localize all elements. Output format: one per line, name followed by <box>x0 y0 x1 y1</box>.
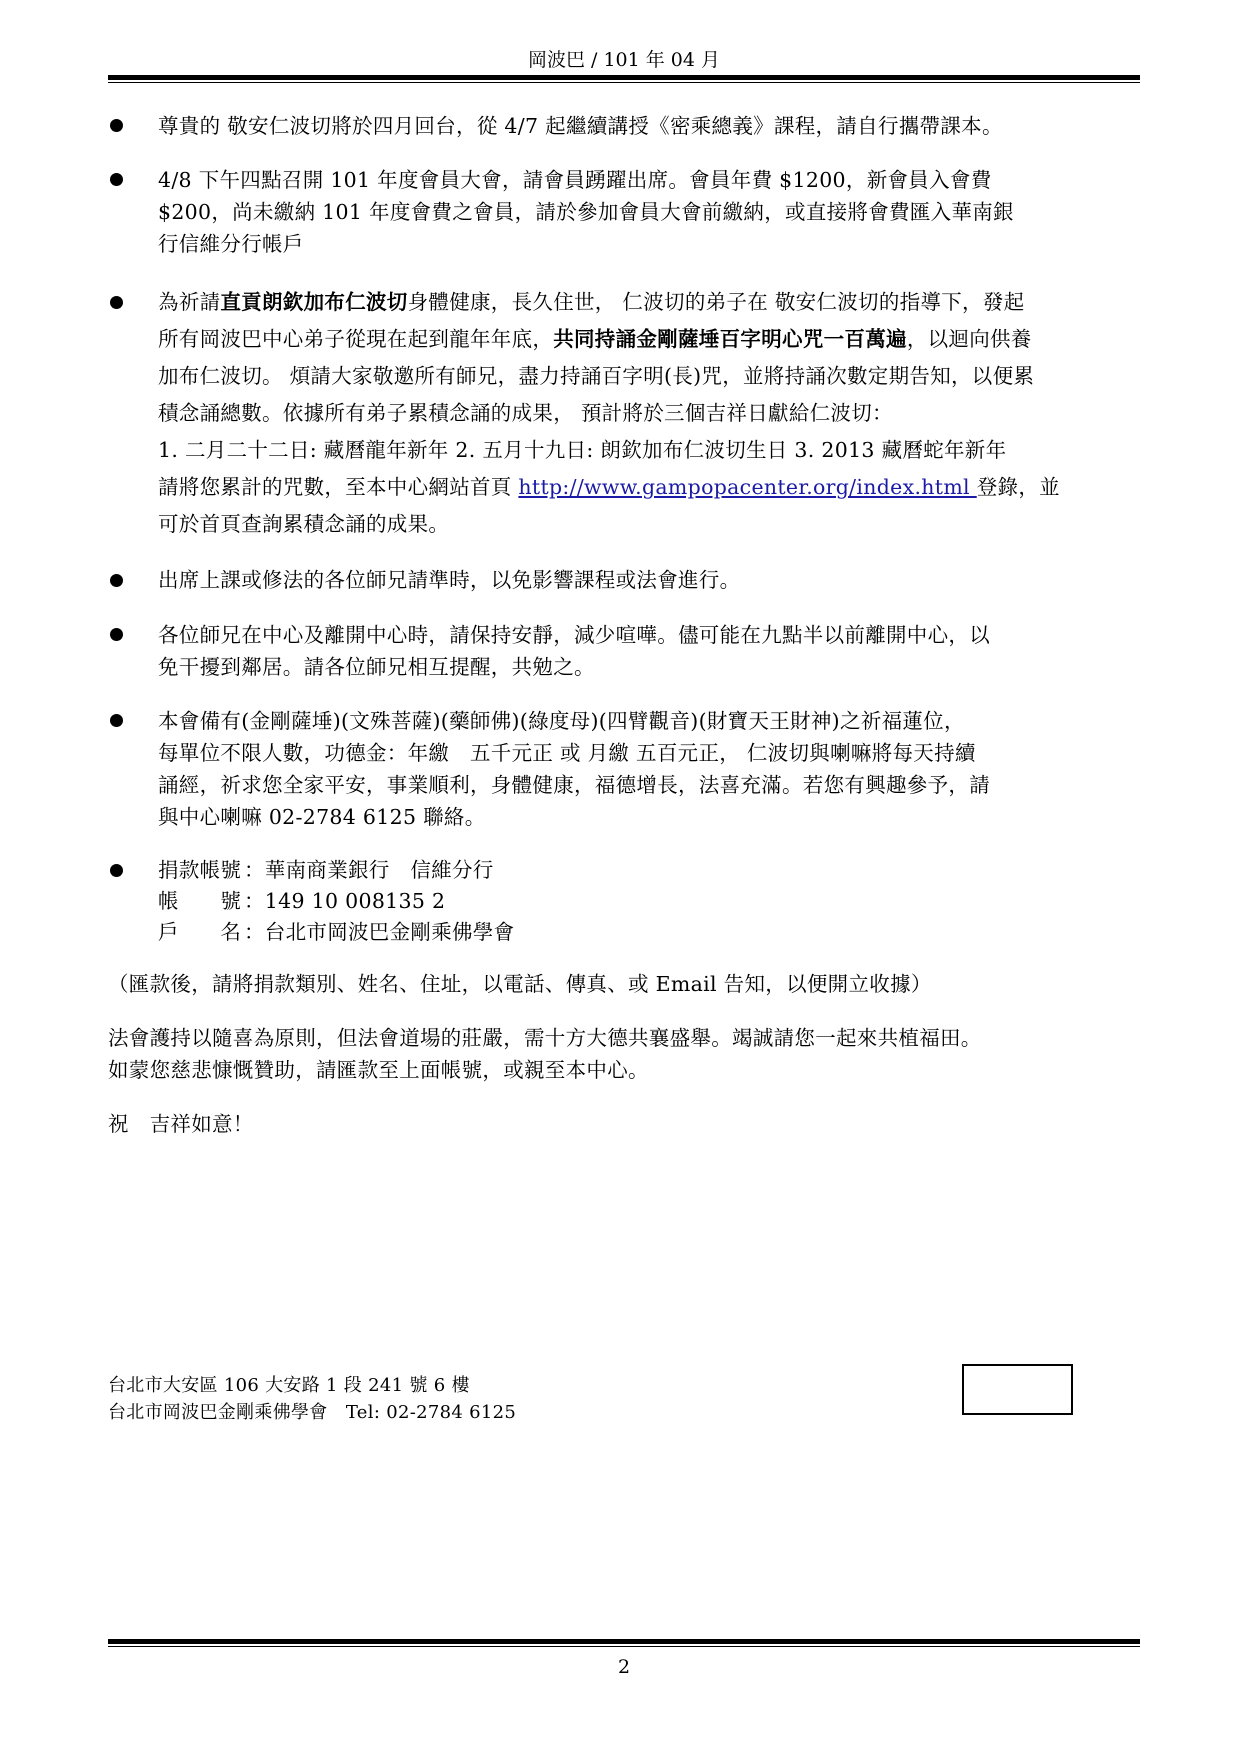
footer-address <box>108 1372 516 1426</box>
announcement-list <box>108 108 1168 948</box>
list-item <box>108 164 1168 260</box>
text-line: 4/8 下午四點召開 101 年度會員大會，請會員踴躍出席。會員年費 $1200，新會員入會費 <box>158 168 992 192</box>
bold-text: 共同持誦金剛薩埵百字明心咒一百萬遍 <box>553 327 907 351</box>
account-label: 帳 號 <box>158 889 242 913</box>
org-tel-line: 台北市岡波巴金剛乘佛學會 Tel: 02-2784 6125 <box>108 1402 517 1423</box>
text-span: 身體健康，長久住世， 仁波切的弟子在 敬安仁波切的指導下，發起 <box>407 290 1025 314</box>
bullet-icon <box>110 714 123 727</box>
bullet-icon <box>110 296 123 309</box>
account-number-row <box>158 886 1168 917</box>
text-line: 行信維分行帳戶 <box>158 232 304 256</box>
text-line: 免干擾到鄰居。請各位師兄相互提醒，共勉之。 <box>158 655 595 679</box>
text-line: 誦經，祈求您全家平安，事業順利，身體健康，福德增長，法喜充滿。若您有興趣參予，請 <box>158 773 990 797</box>
list-item <box>108 619 1168 683</box>
text-line: 積念誦總數。依據所有弟子累積念誦的成果， 預計將於三個吉祥日獻給仁波切： <box>158 401 893 425</box>
bullet-icon <box>110 173 123 186</box>
text-span: 請將您累計的咒數，至本中心網站首頁 <box>158 475 519 499</box>
text-line: 本會備有(金剛薩埵)(文殊菩薩)(藥師佛)(綠度母)(四臂觀音)(財寶天王財神)之祈福蓮位， <box>158 709 965 733</box>
list-item <box>108 108 1168 144</box>
text-span: ，以迴向供養 <box>906 327 1032 351</box>
account-name-row <box>158 917 1168 948</box>
greeting: 祝 吉祥如意！ <box>108 1112 254 1136</box>
footer-rule-thick <box>108 1639 1140 1644</box>
text-span: 所有岡波巴中心弟子從現在起到龍年年底， <box>158 327 554 351</box>
bullet-icon <box>110 119 123 132</box>
account-value: ：華南商業銀行 信維分行 <box>244 858 494 882</box>
text-line <box>158 469 1168 506</box>
text-line: 1. 二月二十二日: 藏曆龍年新年 2. 五月十九日: 朗欽加布仁波切生日 3. 2013 藏曆蛇年新年 <box>158 438 1007 462</box>
header-rule-thin <box>108 82 1140 83</box>
footer-rule-thin <box>108 1646 1140 1647</box>
list-item <box>108 284 1168 543</box>
account-value: ：台北市岡波巴金剛乘佛學會 <box>244 920 515 944</box>
website-link[interactable]: http://www.gampopacenter.org/index.html <box>518 475 977 499</box>
text-line: 加布仁波切。 煩請大家敬邀所有師兄，盡力持誦百字明(長)咒，並將持誦次數定期告知，以便累 <box>158 364 1035 388</box>
account-label: 戶 名 <box>158 920 242 944</box>
header-rule-thick <box>108 75 1140 80</box>
remittance-note: （匯款後，請將捐款類別、姓名、住址，以電話、傳真、或 Email 告知，以便開立收據） <box>108 972 932 996</box>
text-line: 尊貴的 敬安仁波切將於四月回台，從 4/7 起繼續講授《密乘總義》課程，請自行攜帶課本。 <box>158 114 1003 138</box>
text-line: 與中心喇嘛 02-2784 6125 聯絡。 <box>158 805 486 829</box>
account-label: 捐款帳號 <box>158 858 242 882</box>
bullet-icon <box>110 864 123 877</box>
bullet-icon <box>110 574 123 587</box>
page-header: 岡波巴 / 101 年 04 月 <box>527 49 721 71</box>
text-span: 登錄，並 <box>976 475 1060 499</box>
text-line: 可於首頁查詢累積念誦的成果。 <box>158 512 450 536</box>
text-line <box>158 284 1168 321</box>
closing-paragraph <box>108 1022 1168 1086</box>
text-line <box>158 321 1168 358</box>
stamp-box <box>962 1364 1073 1415</box>
account-bank-row <box>158 855 1168 886</box>
bullet-icon <box>110 628 123 641</box>
text-line: 如蒙您慈悲慷慨贊助，請匯款至上面帳號，或親至本中心。 <box>108 1058 649 1082</box>
page-number: 2 <box>617 1656 631 1678</box>
account-value: ：149 10 008135 2 <box>244 889 446 913</box>
text-line: 各位師兄在中心及離開中心時，請保持安靜，減少喧嘩。儘可能在九點半以前離開中心，以 <box>158 623 990 647</box>
text-line: $200，尚未繳納 101 年度會費之會員，請於參加會員大會前繳納，或直接將會費匯入華南銀 <box>158 200 1014 224</box>
text-span: 為祈請 <box>158 290 221 314</box>
address-line: 台北市大安區 106 大安路 1 段 241 號 6 樓 <box>108 1375 470 1396</box>
announcement-body <box>108 108 1168 1140</box>
text-line: 出席上課或修法的各位師兄請準時，以免影響課程或法會進行。 <box>158 568 741 592</box>
list-item <box>108 563 1168 597</box>
text-line: 法會護持以隨喜為原則，但法會道場的莊嚴，需十方大德共襄盛舉。竭誠請您一起來共植福田。 <box>108 1026 982 1050</box>
text-line: 每單位不限人數，功德金：年繳 五千元正 或 月繳 五百元正， 仁波切與喇嘛將每天持續 <box>158 741 976 765</box>
bold-text: 直貢朗欽加布仁波切 <box>220 290 408 314</box>
list-item <box>108 705 1168 833</box>
donation-account <box>108 855 1168 948</box>
